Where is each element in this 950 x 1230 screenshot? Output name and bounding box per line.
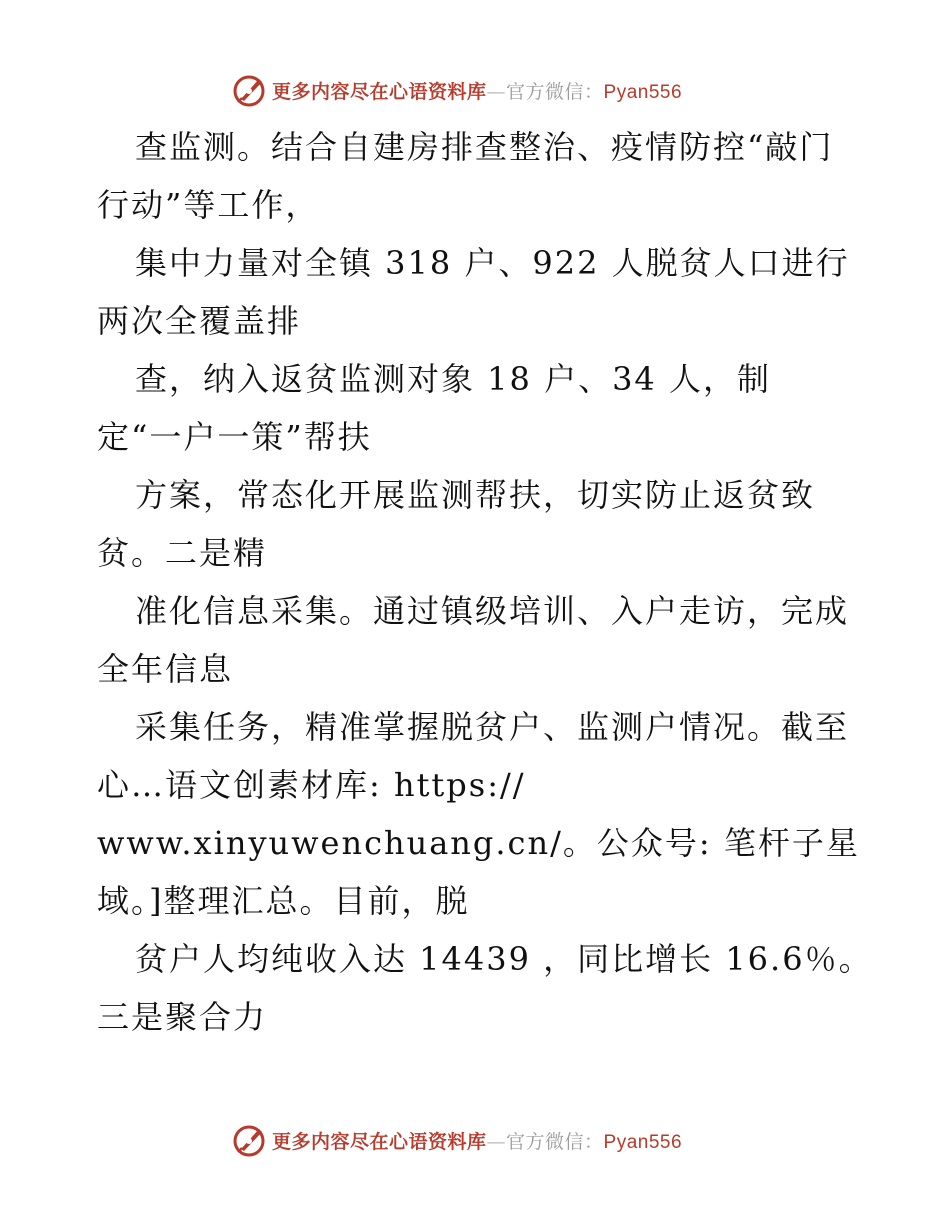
body-line: 定“一户一策”帮扶 — [97, 418, 372, 456]
banner-wechat-label: 官方微信： — [506, 1130, 604, 1153]
body-line: 心…语文创素材库: https:// — [97, 766, 526, 804]
body-line: 采集任务，精准掌握脱贫户、监测户情况。截至 — [135, 708, 850, 746]
document-body — [97, 118, 873, 1046]
body-line: 准化信息采集。通过镇级培训、入户走访，完成 — [135, 592, 850, 630]
banner-wechat-id: Pyan556 — [603, 81, 683, 103]
banner-site-name: 更多内容尽在心语资料库 — [272, 1130, 487, 1153]
body-line: 行动”等工作， — [97, 186, 320, 224]
body-line: www.xinyuwenchuang.cn/。公众号: 笔杆子星 — [97, 824, 860, 862]
footer-banner — [232, 1120, 682, 1160]
quill-logo-icon — [232, 72, 268, 108]
header-banner — [232, 70, 682, 110]
body-line: 贫。二是精 — [97, 534, 268, 572]
body-line: 查，纳入返贫监测对象 18 户、34 人，制 — [135, 360, 771, 398]
body-line: 域。]整理汇总。目前，脱 — [97, 882, 470, 920]
banner-dash: — — [486, 1130, 507, 1153]
body-line: 集中力量对全镇 318 户、922 人脱贫人口进行 — [135, 244, 850, 282]
body-line: 全年信息 — [97, 650, 234, 688]
body-line: 两次全覆盖排 — [97, 302, 302, 340]
banner-wechat-id: Pyan556 — [603, 1131, 683, 1153]
body-line: 贫户人均纯收入达 14439 ，同比增长 16.6％。 — [135, 940, 873, 978]
body-line: 方案，常态化开展监测帮扶，切实防止返贫致 — [135, 476, 816, 514]
quill-logo-icon — [232, 1122, 268, 1158]
banner-dash: — — [486, 80, 507, 103]
banner-site-name: 更多内容尽在心语资料库 — [272, 80, 487, 103]
banner-wechat-label: 官方微信： — [506, 80, 604, 103]
body-line: 三是聚合力 — [97, 998, 268, 1036]
body-line: 查监测。结合自建房排查整治、疫情防控“敲门 — [135, 128, 834, 166]
